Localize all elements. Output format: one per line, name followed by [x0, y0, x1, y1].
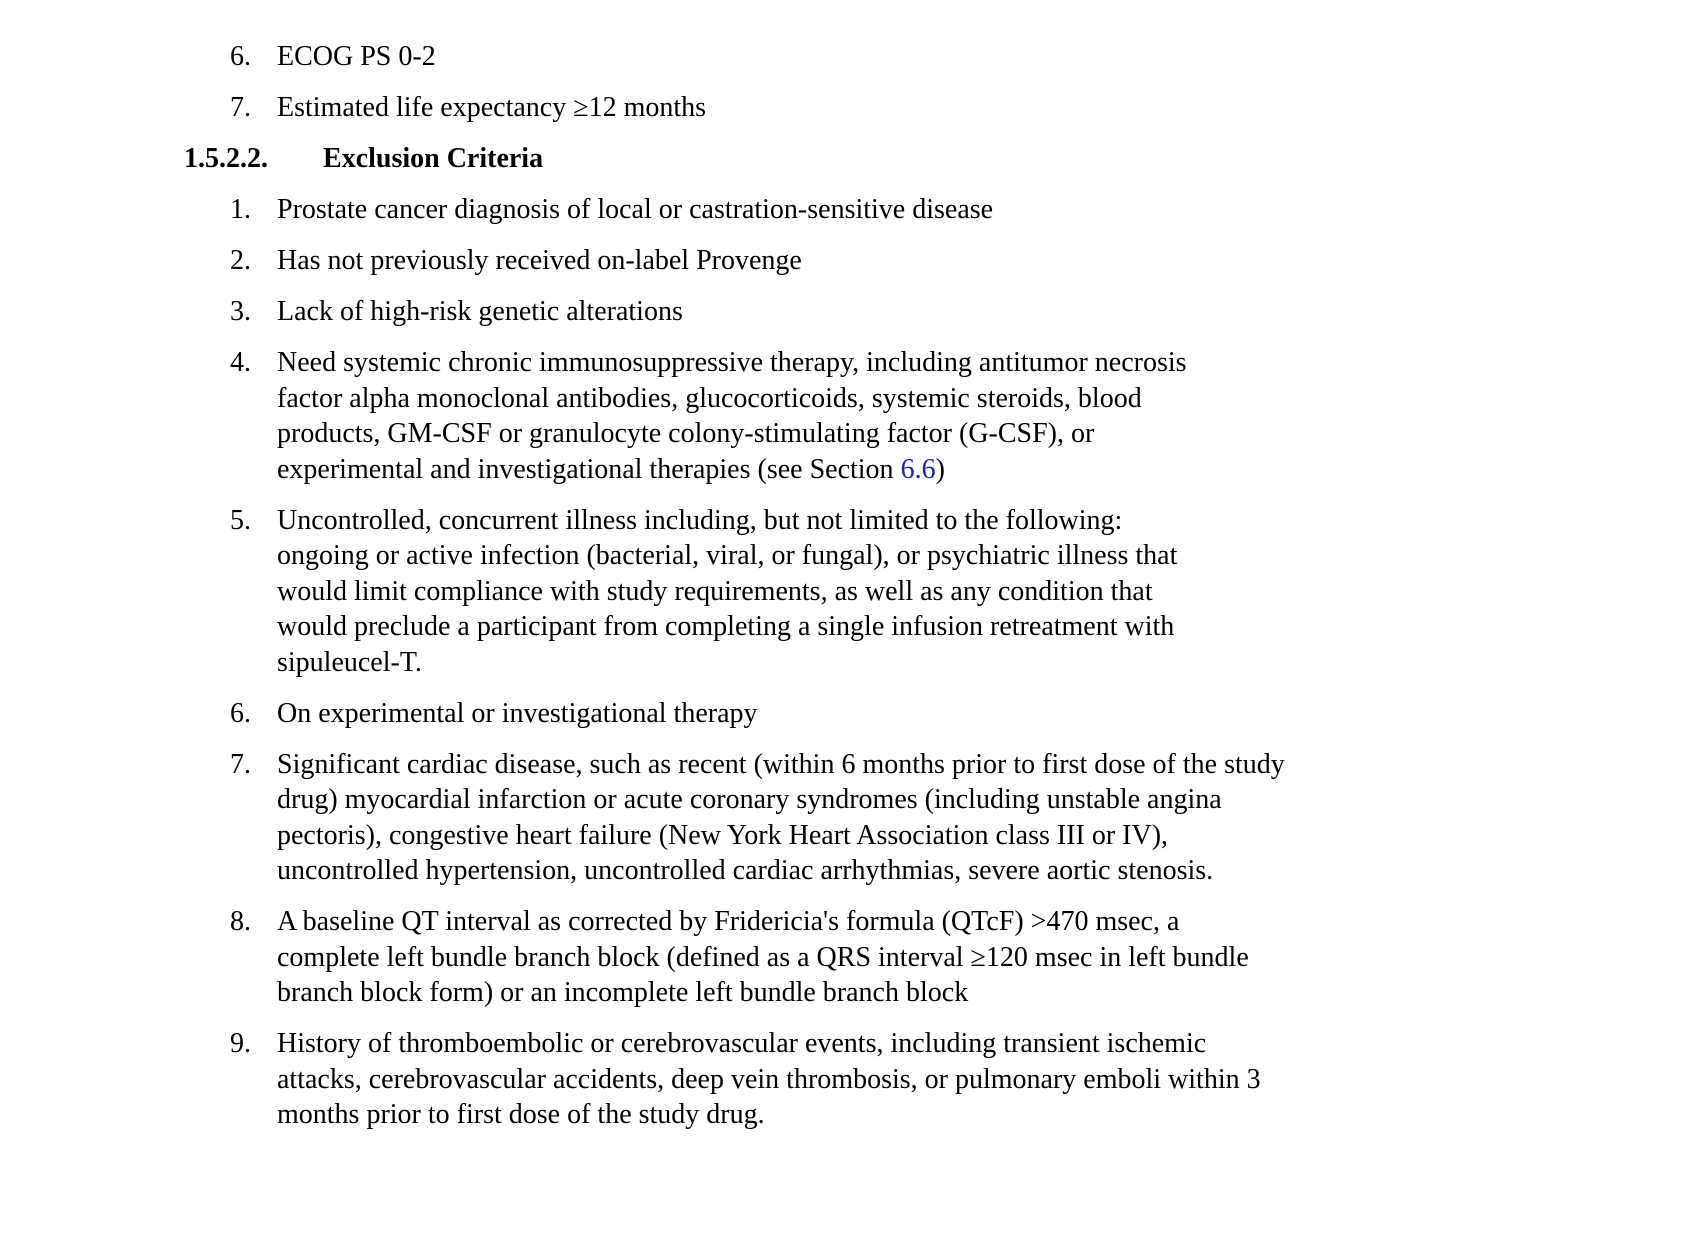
- text-line: Uncontrolled, concurrent illness including, but not limited to the following:: [277, 504, 1123, 536]
- list-number: 6.: [230, 697, 251, 729]
- text-line: would preclude a participant from completing a single infusion retreatment with: [277, 611, 1175, 642]
- document-page: [0, 39, 1700, 1148]
- section-title: Exclusion Criteria: [323, 143, 544, 174]
- exclusion-list-item: [0, 1026, 1700, 1133]
- text-line: would limit compliance with study requirements, as well as any condition that: [277, 575, 1153, 607]
- list-number: 7.: [230, 92, 251, 123]
- text-line: Need systemic chronic immunosuppressive therapy, including antitumor necrosis: [277, 347, 1187, 378]
- text-line: sipuleucel-T.: [277, 646, 422, 678]
- text-line: On experimental or investigational therapy: [277, 697, 758, 729]
- text-line: Has not previously received on-label Provenge: [277, 245, 802, 276]
- exclusion-list-item: [0, 904, 1700, 1011]
- text-line: A baseline QT interval as corrected by Fridericia's formula (QTcF) >470 msec, a: [277, 906, 1180, 937]
- text-line: ECOG PS 0-2: [277, 41, 436, 72]
- text-line: ongoing or active infection (bacterial, viral, or fungal), or psychiatric illness that: [277, 540, 1178, 571]
- exclusion-list-item: [0, 243, 1700, 279]
- list-number: 9.: [230, 1028, 251, 1059]
- section-number: 1.5.2.2.: [184, 143, 268, 174]
- list-item-text: [277, 39, 1407, 75]
- text-line: attacks, cerebrovascular accidents, deep vein thrombosis, or pulmonary emboli within 3: [277, 1063, 1261, 1095]
- list-item-text: [277, 747, 1407, 889]
- text-fragment: experimental and investigational therapies (see Section: [277, 453, 901, 485]
- text-line: Significant cardiac disease, such as recent (within 6 months prior to first dose of the study: [277, 748, 1285, 780]
- text-fragment: ): [935, 453, 945, 485]
- text-line: products, GM-CSF or granulocyte colony-stimulating factor (G-CSF), or: [277, 418, 1095, 449]
- text-line: pectoris), congestive heart failure (New York Heart Association class III or IV),: [277, 819, 1169, 851]
- text-line: months prior to first dose of the study drug.: [277, 1099, 765, 1130]
- list-item-text: [277, 904, 1407, 1011]
- text-line: drug) myocardial infarction or acute coronary syndromes (including unstable angina: [277, 784, 1222, 815]
- list-number: 7.: [230, 748, 251, 780]
- list-number: 4.: [230, 347, 251, 378]
- text-line: Estimated life expectancy ≥12 months: [277, 92, 707, 123]
- inclusion-list-item: [0, 39, 1700, 75]
- list-number: 2.: [230, 245, 251, 276]
- list-number: 5.: [230, 504, 251, 536]
- list-item-text: [277, 503, 1407, 681]
- list-number: 1.: [230, 194, 251, 225]
- exclusion-list-item: [0, 294, 1700, 330]
- list-number: 8.: [230, 906, 251, 937]
- inclusion-list-item: [0, 90, 1700, 126]
- exclusion-list-item: [0, 345, 1700, 487]
- list-number: 3.: [230, 296, 251, 327]
- list-item-text: [277, 90, 1407, 126]
- list-number: 6.: [230, 41, 251, 72]
- text-line: factor alpha monoclonal antibodies, glucocorticoids, systemic steroids, blood: [277, 382, 1142, 414]
- text-line: [277, 452, 1407, 488]
- exclusion-list-item: [0, 192, 1700, 228]
- text-line: History of thromboembolic or cerebrovascular events, including transient ischemic: [277, 1028, 1207, 1059]
- list-item-text: [277, 294, 1407, 330]
- section-heading: [0, 141, 1700, 177]
- list-item-text: [277, 1026, 1407, 1133]
- section-link[interactable]: 6.6: [900, 453, 936, 485]
- exclusion-list-item: [0, 747, 1700, 889]
- exclusion-list-item: [0, 503, 1700, 681]
- list-item-text: [277, 696, 1407, 732]
- text-line: complete left bundle branch block (defined as a QRS interval ≥120 msec in left bundle: [277, 941, 1249, 973]
- text-line: branch block form) or an incomplete left bundle branch block: [277, 977, 969, 1008]
- text-line: uncontrolled hypertension, uncontrolled cardiac arrhythmias, severe aortic stenosis.: [277, 855, 1214, 886]
- list-item-text: [277, 192, 1407, 228]
- text-line: Prostate cancer diagnosis of local or castration-sensitive disease: [277, 194, 994, 225]
- exclusion-list-item: [0, 696, 1700, 732]
- text-line: Lack of high-risk genetic alterations: [277, 296, 683, 327]
- list-item-text: [277, 243, 1407, 279]
- list-item-text: [277, 345, 1407, 487]
